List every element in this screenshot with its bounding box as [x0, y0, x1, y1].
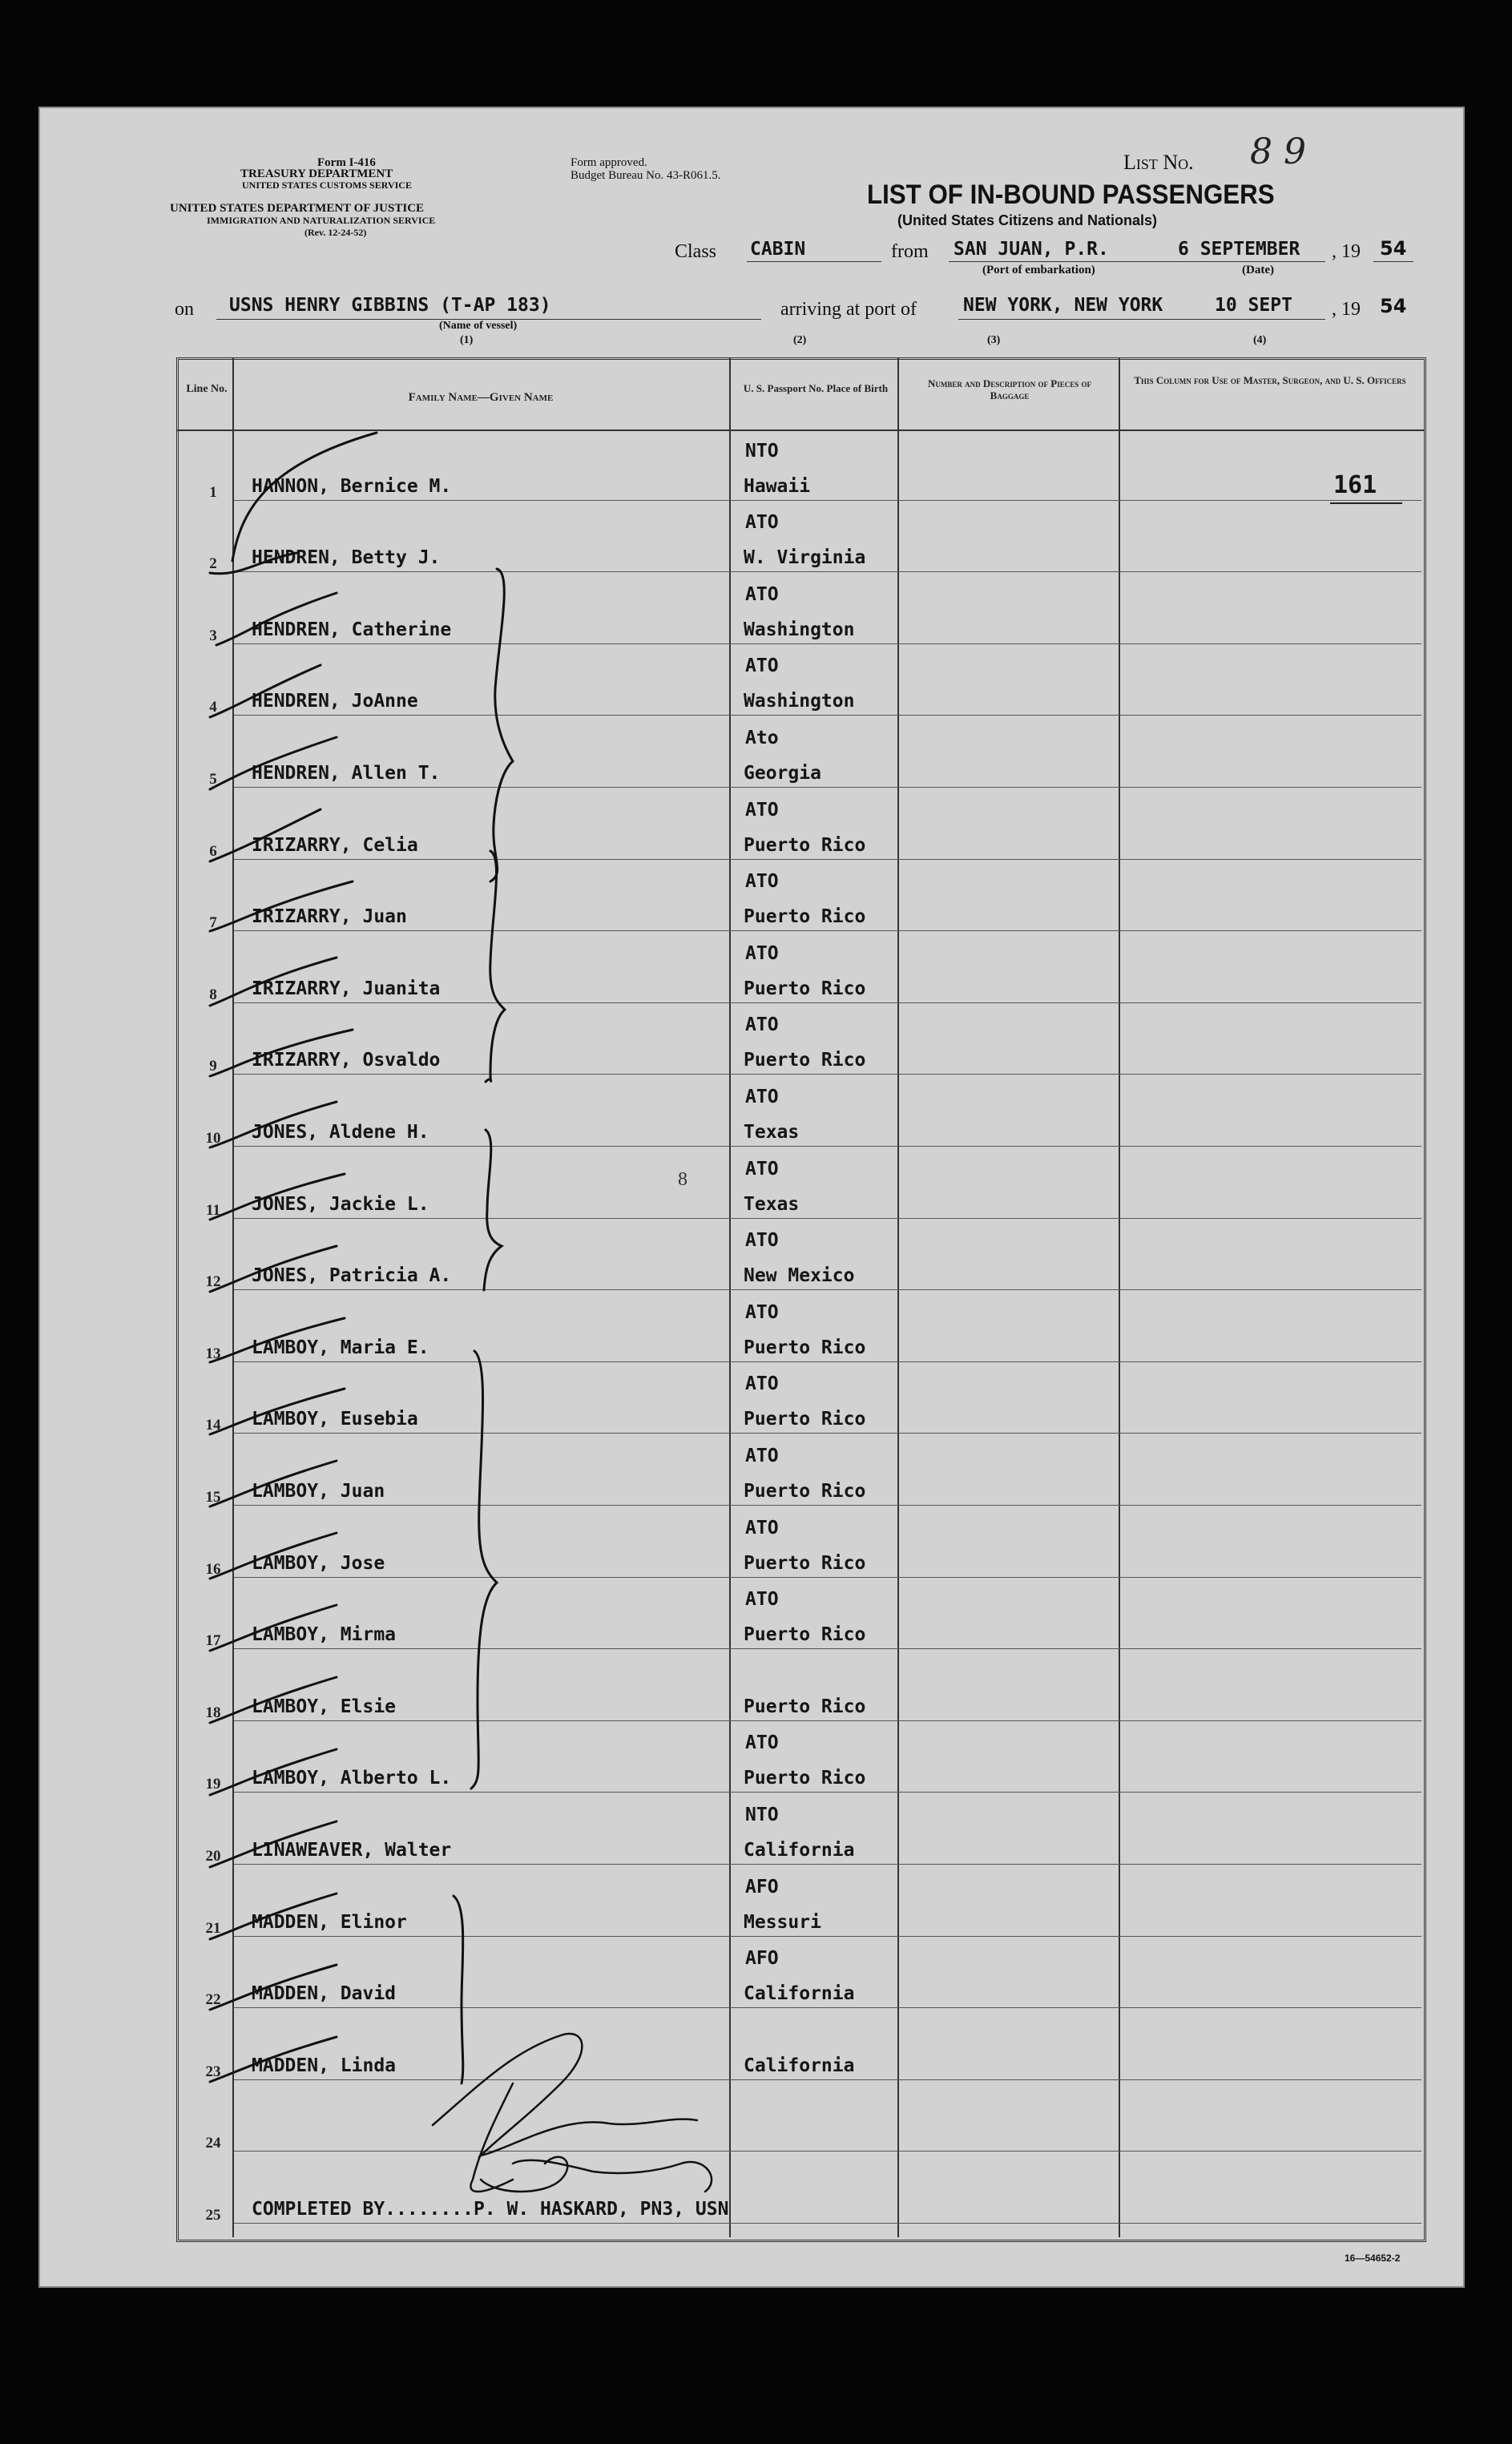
passenger-name: HENDREN, JoAnne: [252, 691, 418, 712]
col-divider-passport: [897, 357, 899, 2237]
line-number: 11: [206, 1201, 220, 1219]
line-number: 3: [209, 627, 217, 644]
birth-place: Puerto Rico: [744, 834, 866, 856]
row-rule: [234, 1074, 1421, 1075]
line-number: 17: [205, 1632, 221, 1650]
year-underline: [1373, 261, 1413, 262]
line-number: 21: [205, 1919, 221, 1937]
passport-code: ATO: [745, 1230, 779, 1252]
line-number: 15: [205, 1489, 221, 1506]
passenger-table: [176, 357, 1426, 2242]
col-divider-name: [729, 357, 731, 2237]
line-number: 23: [205, 2063, 221, 2080]
birth-place: California: [744, 1983, 855, 2005]
row-rule: [234, 2079, 1421, 2080]
passenger-name: LAMBOY, Mirma: [252, 1624, 397, 1646]
vessel-name: USNS HENRY GIBBINS (T-AP 183): [229, 295, 551, 316]
treasury-dept: TREASURY DEPARTMENT: [240, 167, 393, 180]
row-rule: [234, 643, 1421, 644]
col-divider-baggage: [1119, 357, 1120, 2237]
birth-place: Texas: [744, 1193, 800, 1215]
depart-year: 54: [1380, 237, 1407, 260]
passport-code: AFO: [745, 1948, 779, 1970]
passenger-name: MADDEN, Elinor: [252, 1911, 407, 1933]
passport-code: ATO: [745, 1301, 779, 1323]
passport-code: NTO: [745, 440, 779, 462]
row-rule: [234, 1864, 1421, 1865]
line-number: 13: [205, 1345, 221, 1362]
caption-2: (2): [793, 334, 807, 346]
line-number: 18: [205, 1704, 221, 1721]
birth-place: Puerto Rico: [744, 1409, 866, 1430]
on-label: on: [175, 299, 194, 320]
page-subtitle: (United States Citizens and Nationals): [897, 212, 1158, 228]
arrival-year: 54: [1380, 295, 1407, 317]
passenger-name: IRIZARRY, Celia: [252, 834, 418, 856]
passport-code: AFO: [745, 1876, 779, 1898]
budget-bureau: Budget Bureau No. 43-R061.5.: [571, 169, 721, 182]
passport-code: ATO: [745, 942, 779, 964]
caption-1: (1): [460, 334, 474, 346]
list-no-label: List No.: [1123, 151, 1194, 174]
passport-code: ATO: [745, 1014, 779, 1036]
line-number: 5: [209, 771, 217, 788]
header-divider: [176, 430, 1424, 431]
arrival-date: 10 SEPT: [1215, 295, 1292, 316]
row-rule: [234, 1146, 1421, 1147]
birth-place: California: [744, 1840, 855, 1861]
passenger-name: IRIZARRY, Juanita: [252, 978, 441, 999]
form-number: Form I-416: [317, 156, 376, 169]
passenger-name: HENDREN, Catherine: [252, 619, 452, 640]
class-underline: [747, 261, 881, 262]
row-rule: [234, 500, 1421, 501]
passport-code: ATO: [745, 512, 779, 534]
header-passport: U. S. Passport No. Place of Birth: [743, 382, 889, 394]
line-number: 25: [205, 2207, 221, 2224]
passenger-name: IRIZARRY, Osvaldo: [252, 1050, 441, 1071]
passport-code: Ato: [745, 728, 779, 748]
header-line-no: Line No.: [186, 383, 228, 395]
header-name: Family Name—Given Name: [408, 391, 554, 404]
line-number: 14: [205, 1417, 221, 1434]
port-caption: (Port of embarkation): [982, 264, 1095, 276]
stray-mark: 8: [678, 1169, 687, 1190]
passport-code: NTO: [745, 1805, 779, 1825]
row-rule: [234, 571, 1421, 572]
line-number: 8: [209, 986, 217, 1003]
birth-place: Puerto Rico: [744, 978, 866, 999]
birth-place: W. Virginia: [744, 547, 866, 569]
arriving-label: arriving at port of: [780, 299, 917, 320]
row-rule: [234, 1002, 1421, 1003]
passenger-name: MADDEN, Linda: [252, 2055, 397, 2076]
row-rule: [234, 859, 1421, 860]
passport-code: ATO: [745, 871, 779, 893]
birth-place: Texas: [744, 1122, 800, 1143]
passenger-name: LAMBOY, Elsie: [252, 1696, 397, 1717]
birth-place: Messuri: [744, 1911, 821, 1933]
completed-by: COMPLETED BY........P. W. HASKARD, PN3, USN: [252, 2199, 729, 2220]
row-rule: [234, 2007, 1421, 2008]
passport-code: ATO: [745, 1158, 779, 1180]
line-number: 9: [209, 1058, 217, 1075]
passenger-name: JONES, Jackie L.: [252, 1193, 429, 1215]
form-approved: Form approved.: [571, 156, 647, 169]
passport-code: ATO: [745, 655, 779, 677]
class-label: Class: [675, 241, 717, 262]
arrival-port: NEW YORK, NEW YORK: [963, 295, 1163, 316]
row-rule: [234, 715, 1421, 716]
from-value: SAN JUAN, P.R.: [954, 239, 1109, 260]
row-rule: [234, 930, 1421, 931]
header-baggage: Number and Description of Pieces of Baggage: [928, 377, 1091, 401]
passenger-name: LAMBOY, Juan: [252, 1481, 385, 1502]
passport-code: ATO: [745, 1373, 779, 1395]
passenger-name: HANNON, Bernice M.: [252, 475, 452, 497]
row-rule: [234, 1720, 1421, 1721]
birth-place: Puerto Rico: [744, 1768, 866, 1789]
row-rule: [234, 2151, 1421, 2152]
col-divider-lineno: [232, 357, 234, 2237]
birth-place: Hawaii: [744, 475, 811, 497]
birth-place: Washington: [744, 691, 855, 712]
line-number: 1: [209, 483, 217, 501]
row-rule: [234, 1577, 1421, 1578]
passport-code: ATO: [745, 1446, 779, 1466]
from-underline: [949, 261, 1325, 262]
birth-place: Georgia: [744, 763, 821, 784]
birth-place: Puerto Rico: [744, 1552, 866, 1574]
birth-place: Puerto Rico: [744, 906, 866, 928]
vessel-caption: (Name of vessel): [439, 320, 518, 332]
line-number: 12: [205, 1273, 221, 1291]
row-rule: [234, 1792, 1421, 1793]
passenger-name: LINAWEAVER, Walter: [252, 1840, 452, 1861]
passenger-name: JONES, Aldene H.: [252, 1122, 429, 1143]
line-number: 6: [209, 842, 217, 860]
row-rule: [234, 1505, 1421, 1506]
passenger-name: IRIZARRY, Juan: [252, 906, 407, 928]
customs-service: UNITED STATES CUSTOMS SERVICE: [242, 179, 412, 191]
caption-4: (4): [1253, 334, 1267, 346]
row-rule: [234, 787, 1421, 788]
line-number: 2: [209, 555, 217, 573]
passenger-name: HENDREN, Allen T.: [252, 763, 441, 784]
row-rule: [234, 1936, 1421, 1937]
passenger-name: MADDEN, David: [252, 1983, 397, 2005]
officer-remark: 161: [1333, 470, 1377, 499]
line-number: 22: [205, 1991, 221, 2009]
passport-code: ATO: [745, 583, 779, 605]
page-title: LIST OF IN-BOUND PASSENGERS: [867, 179, 1275, 210]
birth-place: Puerto Rico: [744, 1696, 866, 1717]
passport-code: ATO: [745, 1517, 779, 1539]
line-number: 4: [209, 699, 217, 716]
line-number: 10: [205, 1130, 221, 1147]
passenger-name: LAMBOY, Maria E.: [252, 1337, 429, 1358]
passenger-name: JONES, Patricia A.: [252, 1265, 452, 1287]
passport-code: ATO: [745, 1087, 779, 1107]
passenger-name: LAMBOY, Jose: [252, 1552, 385, 1574]
row-rule: [234, 1648, 1421, 1649]
line-number: 16: [205, 1560, 221, 1578]
birth-place: Puerto Rico: [744, 1624, 866, 1646]
depart-year-prefix: , 19: [1332, 241, 1361, 262]
list-no-value: 8 9: [1250, 131, 1306, 172]
line-number: 7: [209, 914, 217, 932]
print-code: 16—54652-2: [1345, 2252, 1401, 2264]
form-revision: (Rev. 12-24-52): [304, 227, 367, 238]
date-caption: (Date): [1242, 264, 1274, 276]
birth-place: Washington: [744, 619, 855, 640]
birth-place: Puerto Rico: [744, 1050, 866, 1071]
ins-service: IMMIGRATION AND NATURALIZATION SERVICE: [207, 215, 436, 226]
line-number: 19: [205, 1776, 221, 1793]
birth-place: New Mexico: [744, 1265, 855, 1287]
passenger-name: LAMBOY, Alberto L.: [252, 1768, 452, 1789]
passenger-name: LAMBOY, Eusebia: [252, 1409, 418, 1430]
line-number: 20: [205, 1848, 221, 1865]
passport-code: ATO: [745, 1732, 779, 1754]
birth-place: California: [744, 2055, 855, 2076]
row-rule: [234, 1433, 1421, 1434]
depart-date: 6 SEPTEMBER: [1178, 239, 1300, 260]
row-rule: [234, 1218, 1421, 1219]
birth-place: Puerto Rico: [744, 1337, 866, 1358]
caption-3: (3): [987, 334, 1001, 346]
header-officers: This Column for Use of Master, Surgeon, and U. S. Officers: [1134, 374, 1406, 386]
row-rule: [234, 1361, 1421, 1362]
line-number: 24: [205, 2135, 221, 2152]
from-label: from: [891, 241, 929, 262]
arrival-underline: [958, 319, 1325, 320]
birth-place: Puerto Rico: [744, 1481, 866, 1502]
passport-code: ATO: [745, 799, 779, 821]
class-value: CABIN: [750, 239, 806, 260]
arrival-year-prefix: , 19: [1332, 299, 1361, 320]
passport-code: ATO: [745, 1589, 779, 1611]
row-rule: [234, 2223, 1421, 2224]
justice-dept: UNITED STATES DEPARTMENT OF JUSTICE: [170, 202, 425, 215]
row-rule: [234, 1289, 1421, 1290]
passenger-name: HENDREN, Betty J.: [252, 547, 441, 569]
